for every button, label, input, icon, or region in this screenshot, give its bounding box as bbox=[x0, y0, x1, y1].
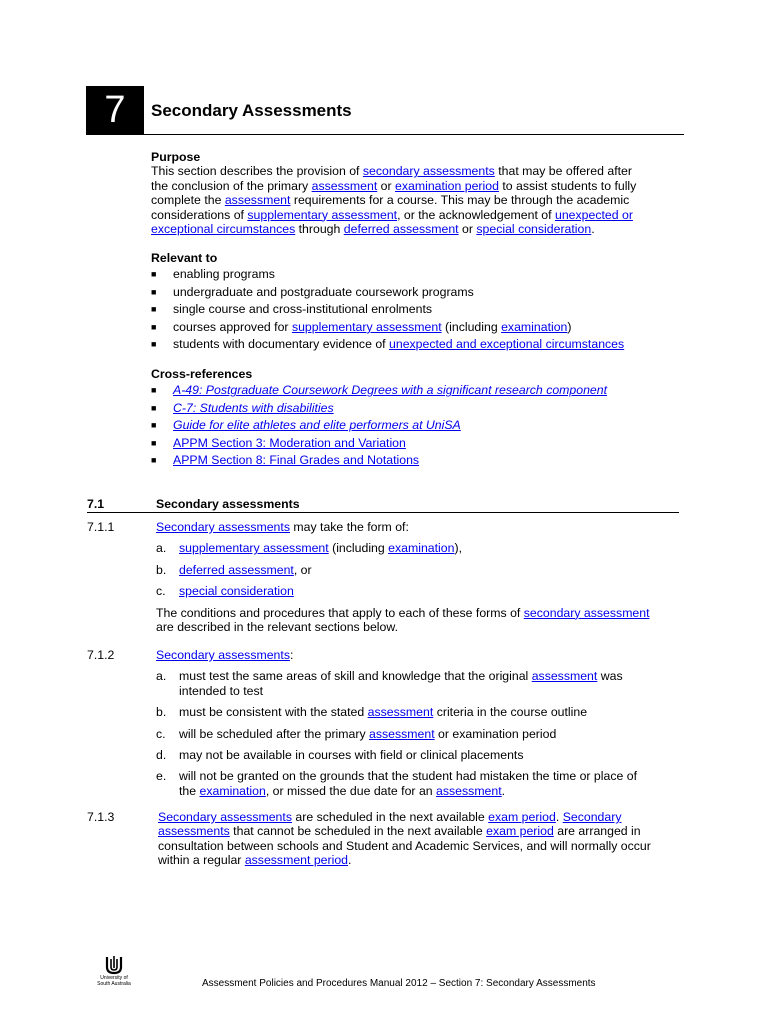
link-appm-section-8[interactable]: APPM Section 8: Final Grades and Notations bbox=[173, 453, 420, 468]
link-supplementary-assessment[interactable]: supplementary assessment bbox=[291, 319, 442, 334]
crossrefs-section bbox=[151, 367, 681, 471]
list-item: d. may not be available in courses with field or clinical placements bbox=[156, 748, 524, 763]
list-item: b. must be consistent with the stated assessment criteria in the course outline bbox=[156, 705, 588, 720]
clause-conditions: The conditions and procedures that apply to each of these forms of secondary assessment bbox=[156, 605, 650, 620]
list-item: ■ enabling programs bbox=[151, 267, 275, 282]
link-secondary-assessments[interactable]: secondary assessments bbox=[362, 164, 495, 179]
bullet-icon: ■ bbox=[151, 321, 157, 332]
clause-number: 7.1.1 bbox=[87, 520, 115, 534]
link-assessment-period[interactable]: assessment period bbox=[244, 853, 349, 868]
link-elite-athletes-guide[interactable]: Guide for elite athletes and elite performers at UniSA bbox=[173, 418, 461, 433]
clause-line-2: assessments that cannot be scheduled in the next available exam period are arranged in bbox=[158, 824, 641, 839]
link-assessments[interactable]: assessments bbox=[158, 824, 230, 839]
link-supplementary-assessment[interactable]: supplementary assessment bbox=[179, 541, 329, 556]
list-item: ■ single course and cross-institutional enrolments bbox=[151, 302, 433, 317]
link-unexpected-exceptional-circumstances[interactable]: unexpected and exceptional circumstances bbox=[389, 337, 625, 352]
clause-line-1: Secondary assessments are scheduled in the next available exam period. Secondary bbox=[158, 810, 622, 824]
link-special-consideration[interactable]: special consideration bbox=[476, 222, 592, 237]
section-divider bbox=[87, 512, 679, 513]
bullet-icon: ■ bbox=[151, 385, 157, 396]
logo-text-1: University of bbox=[100, 975, 128, 981]
list-item: b. deferred assessment, or bbox=[156, 562, 312, 577]
bullet-icon: ■ bbox=[151, 269, 157, 280]
crossrefs-heading: Cross-references bbox=[151, 367, 253, 381]
link-deferred-assessment[interactable]: deferred assessment bbox=[343, 222, 459, 237]
link-examination[interactable]: examination bbox=[199, 783, 266, 798]
link-exam-period[interactable]: exam period bbox=[486, 824, 554, 839]
list-item: ■ undergraduate and postgraduate coursework programs bbox=[151, 284, 474, 299]
list-item: ■ students with documentary evidence of unexpected and exceptional circumstances bbox=[151, 337, 625, 352]
link-assessment[interactable]: assessment bbox=[311, 178, 378, 193]
list-item: c. will be scheduled after the primary assessment or examination period bbox=[156, 726, 557, 741]
bullet-icon: ■ bbox=[151, 304, 157, 315]
logo-text-2: South Australia bbox=[97, 981, 131, 987]
clause-7-1-2 bbox=[156, 648, 686, 798]
link-assessment[interactable]: assessment bbox=[531, 669, 598, 684]
relevant-heading: Relevant to bbox=[151, 251, 218, 265]
clause-line-4: within a regular assessment period. bbox=[158, 853, 352, 868]
link-secondary-assessments[interactable]: Secondary assessments bbox=[156, 520, 290, 534]
link-assessment[interactable]: assessment bbox=[224, 193, 291, 208]
link-appm-section-3[interactable]: APPM Section 3: Moderation and Variation bbox=[173, 435, 406, 450]
clause-intro: Secondary assessments: bbox=[156, 648, 294, 662]
bullet-icon: ■ bbox=[151, 420, 157, 431]
clause-number: 7.1.2 bbox=[87, 648, 115, 662]
unisa-logo bbox=[90, 955, 138, 991]
link-exam-period[interactable]: exam period bbox=[488, 810, 556, 824]
chapter-title: Secondary Assessments bbox=[151, 101, 352, 120]
clause-line-3: consultation between schools and Student and Academic Services, and will normally occur bbox=[158, 838, 651, 853]
clause-conditions-line-2: are described in the relevant sections below. bbox=[156, 620, 398, 635]
list-item: e. will not be granted on the grounds that the student had mistaken the time or place of the examination, or missed the due date for an assessment. bbox=[156, 769, 638, 798]
chapter-divider bbox=[144, 134, 684, 135]
clause-7-1-3 bbox=[158, 810, 688, 868]
link-examination[interactable]: examination bbox=[388, 541, 455, 556]
link-unexpected-circumstances[interactable]: unexpected or bbox=[554, 207, 633, 222]
clause-intro: Secondary assessments may take the form of: bbox=[156, 520, 409, 534]
link-assessment[interactable]: assessment bbox=[367, 705, 434, 720]
list-item: c. special consideration bbox=[156, 584, 294, 599]
link-a49[interactable]: A-49: Postgraduate Coursework Degrees with a significant research component bbox=[173, 383, 608, 398]
link-examination[interactable]: examination bbox=[501, 319, 568, 334]
list-item bbox=[151, 436, 681, 454]
list-item: a. must test the same areas of skill and knowledge that the original assessment was intended to test bbox=[156, 669, 623, 698]
bullet-icon: ■ bbox=[151, 437, 157, 448]
unisa-logo-icon bbox=[105, 955, 123, 975]
list-item bbox=[151, 401, 681, 419]
relevant-section bbox=[151, 251, 681, 355]
link-supplementary-assessment[interactable]: supplementary assessment bbox=[247, 207, 398, 222]
purpose-line-1: This section describes the provision of secondary assessments that may be offered after bbox=[151, 164, 632, 179]
link-secondary-assessment[interactable]: secondary assessment bbox=[523, 605, 650, 620]
link-secondary-assessments[interactable]: Secondary assessments bbox=[158, 810, 292, 824]
list-item: ■ courses approved for supplementary assessment (including examination) bbox=[151, 319, 572, 334]
clause-number: 7.1.3 bbox=[87, 810, 115, 824]
list-item bbox=[151, 383, 681, 401]
link-secondary-assessments[interactable]: Secondary assessments bbox=[156, 648, 290, 662]
relevant-list bbox=[151, 267, 681, 355]
bullet-icon: ■ bbox=[151, 286, 157, 297]
link-exceptional-circumstances[interactable]: exceptional circumstances bbox=[151, 222, 296, 237]
purpose-heading: Purpose bbox=[151, 150, 201, 164]
purpose-line-2: the conclusion of the primary assessment or examination period to assist students to fully bbox=[151, 178, 637, 193]
bullet-icon: ■ bbox=[151, 455, 157, 466]
bullet-icon: ■ bbox=[151, 339, 157, 350]
section-title: Secondary assessments bbox=[156, 497, 300, 511]
link-assessment[interactable]: assessment bbox=[369, 726, 435, 741]
clause-7-1-1 bbox=[156, 520, 686, 634]
link-special-consideration[interactable]: special consideration bbox=[179, 584, 294, 599]
list-item: a. supplementary assessment (including examination), bbox=[156, 541, 462, 556]
footer-text: Assessment Policies and Procedures Manual 2012 – Section 7: Secondary Assessments bbox=[202, 978, 596, 989]
purpose-line-5: exceptional circumstances through deferred assessment or special consideration. bbox=[151, 222, 595, 237]
link-secondary[interactable]: Secondary bbox=[562, 810, 622, 824]
purpose-section bbox=[151, 150, 681, 236]
link-assessment[interactable]: assessment bbox=[436, 783, 502, 798]
purpose-line-3: complete the assessment requirements for a course. This may be through the academic bbox=[151, 193, 630, 208]
purpose-line-4: considerations of supplementary assessment, or the acknowledgement of unexpected or bbox=[151, 207, 633, 222]
bullet-icon: ■ bbox=[151, 402, 157, 413]
chapter-number: 7 bbox=[86, 86, 144, 135]
link-deferred-assessment[interactable]: deferred assessment bbox=[179, 562, 294, 577]
crossrefs-list bbox=[151, 383, 681, 471]
link-c7[interactable]: C-7: Students with disabilities bbox=[173, 400, 334, 415]
list-item bbox=[151, 453, 681, 471]
link-examination-period[interactable]: examination period bbox=[395, 178, 499, 193]
section-number: 7.1 bbox=[87, 497, 105, 511]
list-item bbox=[151, 418, 681, 436]
